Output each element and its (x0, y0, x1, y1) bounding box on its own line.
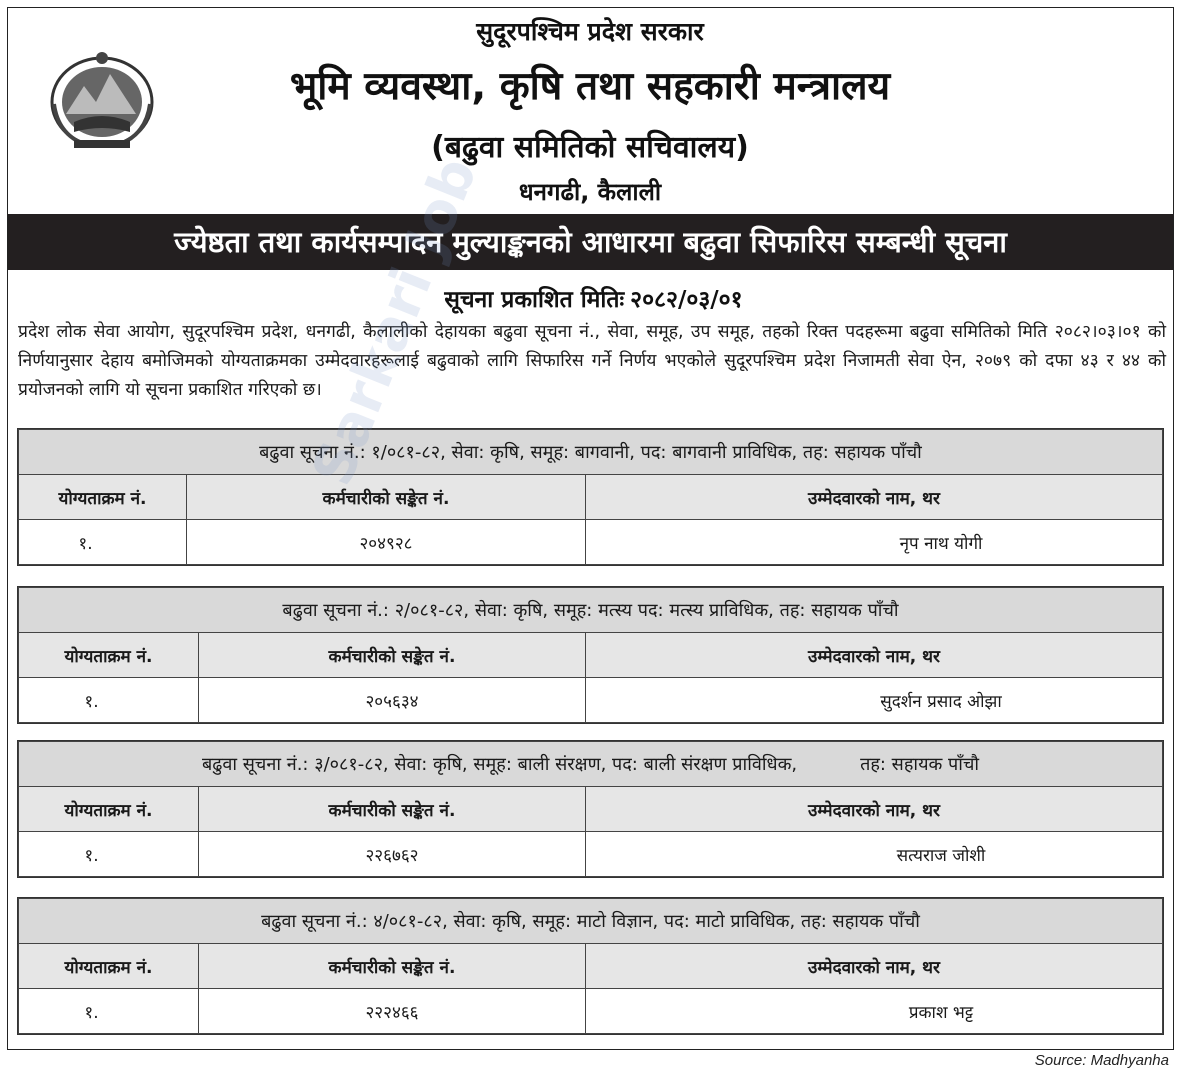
notice-title-banner: ज्येष्ठता तथा कार्यसम्पादन मुल्याङ्कनको आधारमा बढुवा सिफारिस सम्बन्धी सूचना (8, 214, 1173, 270)
publication-date-label: सूचना प्रकाशित मितिः (444, 287, 625, 313)
intro-paragraph: प्रदेश लोक सेवा आयोग, सुदूरपश्चिम प्रदेश, धनगढी, कैलालीको देहायका बढुवा सूचना नं., सेवा, समूह, उप समूह, तहको रिक्त पदहरूमा बढुवा समितिको मिति २०८२।०३।०१ को निर्णयानुसार देहाय बमोजिमको योग्यताक्रमका उम्मेदवारहरूलाई बढुवाको लागि सिफारिस गर्ने निर्णय भएकोले सुदूरपश्चिम प्रदेश निजामती सेवा ऐन, २०७९ को दफा ४३ र ४४ को प्रयोजनको लागि यो सूचना प्रकाशित गरिएको छ। (18, 322, 1166, 400)
notice-table-3 (17, 740, 1164, 878)
table-row (19, 520, 1163, 565)
column-header-rank: योग्यताक्रम नं. (19, 944, 199, 989)
notice-table-4 (17, 897, 1164, 1035)
secretariat-name: (बढुवा समितिको सचिवालय) (431, 130, 749, 165)
cell-rank: १. (19, 989, 199, 1034)
cell-name: प्रकाश भट्ट (586, 989, 1163, 1034)
cell-rank: १. (19, 520, 187, 565)
column-header-rank: योग्यताक्रम नं. (19, 633, 199, 678)
column-header-code: कर्मचारीको सङ्केत नं. (199, 633, 586, 678)
ministry-name: भूमि व्यवस्था, कृषि तथा सहकारी मन्त्रालय (289, 64, 891, 109)
column-header-name: उम्मेदवारको नाम, थर (586, 944, 1163, 989)
notice-table-1 (17, 428, 1164, 566)
notice-table-title: बढुवा सूचना नं.: १/०८१-८२, सेवा: कृषि, समूह: बागवानी, पद: बागवानी प्राविधिक, तह: सहायक पाँचौ (19, 430, 1163, 475)
column-header-name: उम्मेदवारको नाम, थर (586, 787, 1163, 832)
column-header-name: उम्मेदवारको नाम, थर (586, 475, 1163, 520)
notice-table-title: बढुवा सूचना नं.: ३/०८१-८२, सेवा: कृषि, समूह: बाली संरक्षण, पद: बाली संरक्षण प्राविधिक, तह: सहायक पाँचौ (19, 742, 1163, 787)
government-name: सुदूरपश्चिम प्रदेश सरकार (476, 17, 704, 46)
table-row (19, 832, 1163, 877)
cell-name: सत्यराज जोशी (586, 832, 1163, 877)
notice-table-title: बढुवा सूचना नं.: २/०८१-८२, सेवा: कृषि, समूह: मत्स्य पद: मत्स्य प्राविधिक, तह: सहायक पाँचौ (19, 588, 1163, 633)
column-header-rank: योग्यताक्रम नं. (19, 787, 199, 832)
cell-code: २०५६३४ (199, 678, 586, 723)
publication-date-value: २०८२/०३/०१ (630, 287, 743, 313)
cell-code: २२२४६६ (199, 989, 586, 1034)
column-header-code: कर्मचारीको सङ्केत नं. (187, 475, 586, 520)
cell-rank: १. (19, 678, 199, 723)
cell-code: २०४९२८ (187, 520, 586, 565)
notice-table-2 (17, 586, 1164, 724)
column-header-code: कर्मचारीको सङ्केत नं. (199, 944, 586, 989)
source-credit: Source: Madhyanha (1034, 1052, 1169, 1069)
table-row (19, 678, 1163, 723)
office-location: धनगढी, कैलाली (518, 178, 662, 206)
cell-rank: १. (19, 832, 199, 877)
column-header-code: कर्मचारीको सङ्केत नं. (199, 787, 586, 832)
cell-code: २२६७६२ (199, 832, 586, 877)
column-header-name: उम्मेदवारको नाम, थर (586, 633, 1163, 678)
cell-name: नृप नाथ योगी (586, 520, 1163, 565)
notice-table-title: बढुवा सूचना नं.: ४/०८१-८२, सेवा: कृषि, समूह: माटो विज्ञान, पद: माटो प्राविधिक, तह: सहायक पाँचौ (19, 899, 1163, 944)
publication-date (0, 282, 1181, 314)
table-row (19, 989, 1163, 1034)
nepal-emblem-icon (44, 44, 160, 154)
column-header-rank: योग्यताक्रम नं. (19, 475, 187, 520)
cell-name: सुदर्शन प्रसाद ओझा (586, 678, 1163, 723)
watermark: Sarkari Job (300, 148, 491, 495)
